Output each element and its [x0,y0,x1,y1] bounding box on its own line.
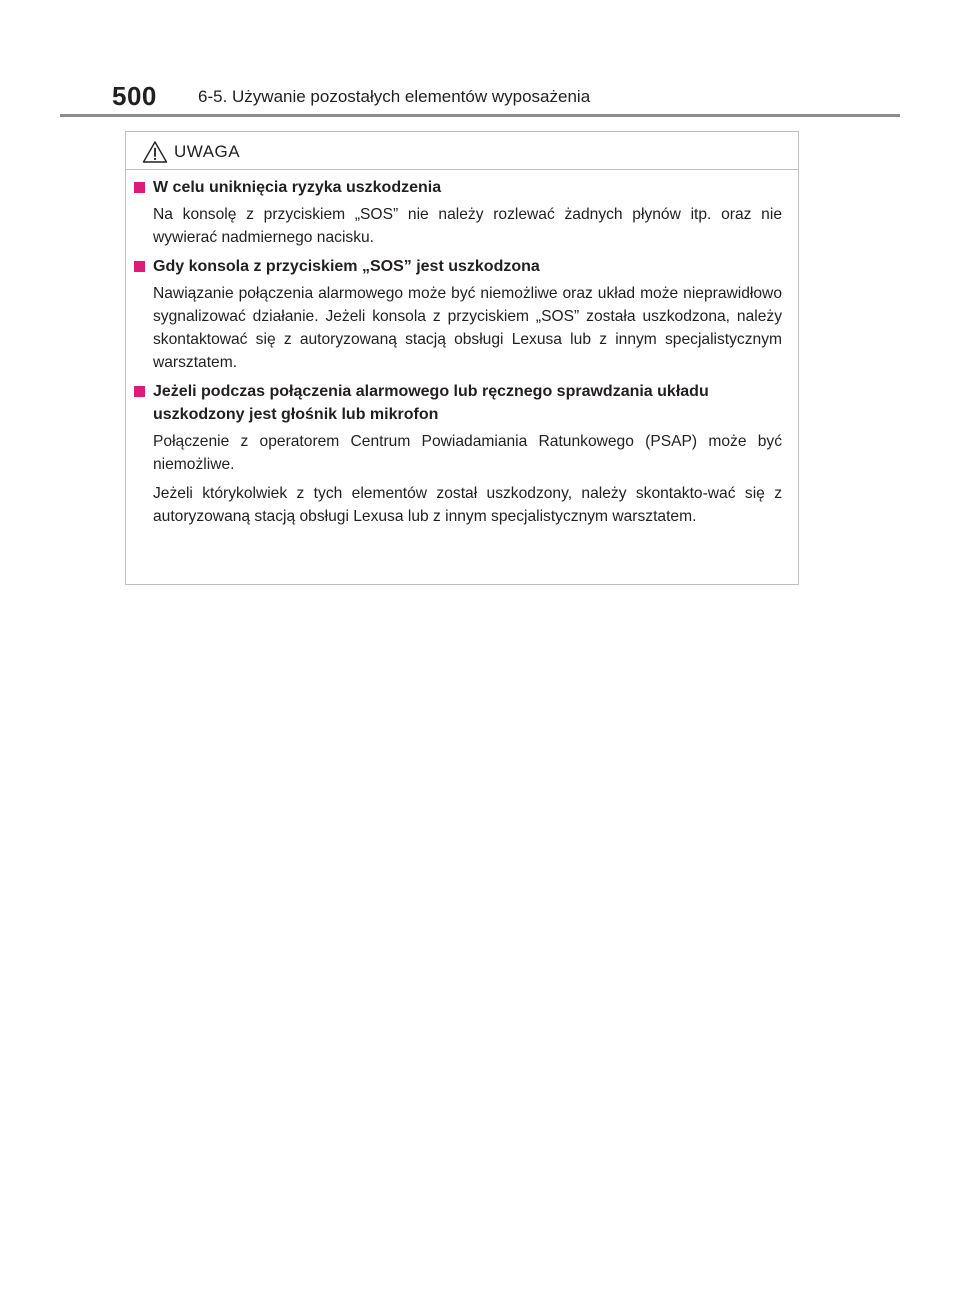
item-paragraph: Na konsolę z przyciskiem „SOS” nie należy rozlewać żadnych płynów itp. oraz nie wywierać nadmiernego nacisku. [153,206,782,246]
header-divider [60,114,900,117]
warning-item [126,176,798,249]
item-paragraph: Połączenie z operatorem Centrum Powiadamiania Ratunkowego (PSAP) może być niemożliwe. [153,433,782,473]
bullet-square-icon [134,261,145,272]
item-heading: Gdy konsola z przyciskiem „SOS” jest uszkodzona [153,258,540,275]
page-number: 500 [112,81,157,111]
item-paragraph: Jeżeli którykolwiek z tych elementów został uszkodzony, należy skontakto-wać się z autoryzowaną stacją obsługi Lexusa lub z innym specjalistycznym warsztatem. [153,485,782,525]
item-heading: Jeżeli podczas połączenia alarmowego lub ręcznego sprawdzania układu uszkodzony jest głośnik lub mikrofon [153,383,709,423]
warning-triangle-icon [142,140,168,164]
warning-item [126,380,798,528]
item-heading: W celu uniknięcia ryzyka uszkodzenia [153,179,442,196]
warning-body [126,176,798,534]
warning-header [126,132,798,170]
warning-box [125,131,799,585]
bullet-square-icon [134,386,145,397]
warning-title: UWAGA [174,142,241,161]
bullet-square-icon [134,182,145,193]
section-title: 6-5. Używanie pozostałych elementów wyposażenia [198,87,591,106]
item-paragraph: Nawiązanie połączenia alarmowego może być niemożliwe oraz układ może nieprawidłowo sygnalizować działanie. Jeżeli konsola z przyciskiem „SOS” została uszkodzona, należy skontaktować się z autoryzowaną stacją obsługi Lexusa lub z innym specjalistycznym warsztatem. [153,285,782,371]
page-header [60,80,900,116]
warning-item [126,255,798,374]
